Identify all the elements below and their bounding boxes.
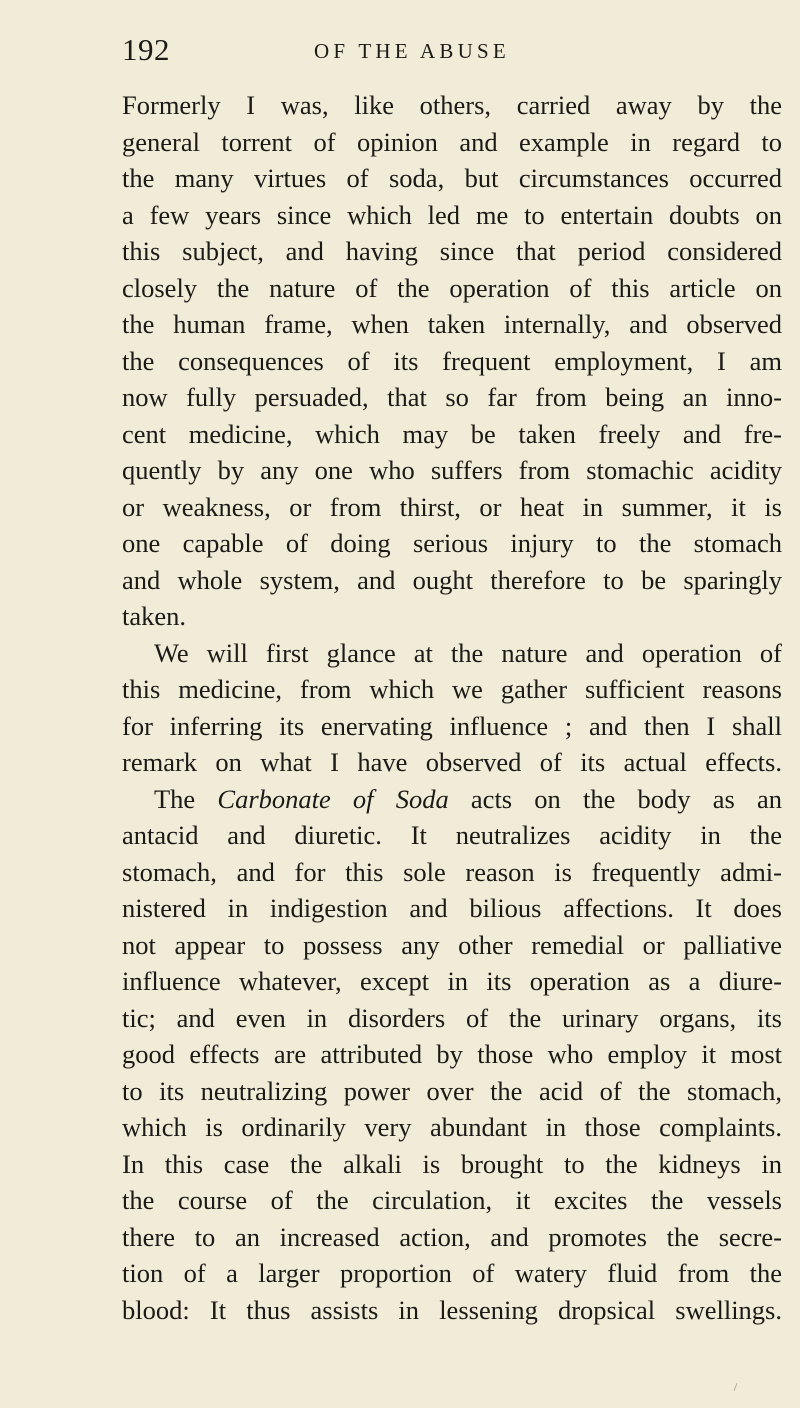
text-line: which is ordinarily very abundant in those complaints. bbox=[122, 1112, 782, 1142]
text-line: now fully persuaded, that so far from being an inno- bbox=[122, 382, 782, 412]
text-line: nistered in indigestion and bilious affections. It does bbox=[122, 893, 782, 923]
text-line: remark on what I have observed of its actual effects. bbox=[122, 747, 782, 777]
text-line: good effects are attributed by those who employ it most bbox=[122, 1039, 782, 1069]
text-line: the many virtues of soda, but circumstances occurred bbox=[122, 163, 782, 193]
page-number: 192 bbox=[122, 32, 170, 67]
body-text bbox=[122, 87, 782, 1328]
text-line: this subject, and having since that period considered bbox=[122, 236, 782, 266]
text-line: tion of a larger proportion of watery fluid from the bbox=[122, 1258, 782, 1288]
running-head bbox=[122, 32, 782, 72]
text-line: to its neutralizing power over the acid of the stomach, bbox=[122, 1075, 782, 1106]
text-line: general torrent of opinion and example in regard to bbox=[122, 126, 782, 157]
text-line: stomach, and for this sole reason is frequently admi- bbox=[122, 856, 782, 887]
text-line: not appear to possess any other remedial or palliative bbox=[122, 929, 782, 960]
text-line: for inferring its enervating influence ; and then I shall bbox=[122, 710, 782, 741]
text-line: influence whatever, except in its operation as a diure- bbox=[122, 966, 782, 996]
text-line: this medicine, from which we gather sufficient reasons bbox=[122, 674, 782, 704]
text-line: or weakness, or from thirst, or heat in summer, it is bbox=[122, 491, 782, 522]
text-run: acts on the body as an bbox=[448, 783, 782, 814]
text-line bbox=[122, 781, 782, 818]
text-line: the human frame, when taken internally, and observed bbox=[122, 309, 782, 339]
text-line: a few years since which led me to entertain doubts on bbox=[122, 199, 782, 230]
text-line: the course of the circulation, it excites the vessels bbox=[122, 1185, 782, 1215]
text-line: and whole system, and ought therefore to be sparingly bbox=[122, 564, 782, 595]
text-line: In this case the alkali is brought to the kidneys in bbox=[122, 1148, 782, 1179]
text-line: antacid and diuretic. It neutralizes acidity in the bbox=[122, 820, 782, 850]
text-line: one capable of doing serious injury to the stomach bbox=[122, 528, 782, 558]
running-title: OF THE ABUSE bbox=[314, 39, 510, 63]
text-line: the consequences of its frequent employment, I am bbox=[122, 345, 782, 376]
text-line: We will first glance at the nature and operation of bbox=[154, 637, 782, 668]
text-line: quently by any one who suffers from stomachic acidity bbox=[122, 455, 782, 485]
text-line: cent medicine, which may be taken freely and fre- bbox=[122, 418, 782, 449]
text-line: there to an increased action, and promotes the secre- bbox=[122, 1221, 782, 1252]
text-run: The bbox=[154, 783, 218, 814]
paper-speck bbox=[734, 1383, 738, 1391]
text-line: tic; and even in disorders of the urinary organs, its bbox=[122, 1002, 782, 1033]
italic-term: Carbonate of Soda bbox=[217, 783, 449, 814]
text-line: Formerly I was, like others, carried away by the bbox=[122, 90, 782, 120]
text-line: blood: It thus assists in lessening dropsical swellings. bbox=[122, 1294, 782, 1325]
text-line: taken. bbox=[122, 601, 187, 631]
text-line: closely the nature of the operation of this article on bbox=[122, 272, 782, 303]
